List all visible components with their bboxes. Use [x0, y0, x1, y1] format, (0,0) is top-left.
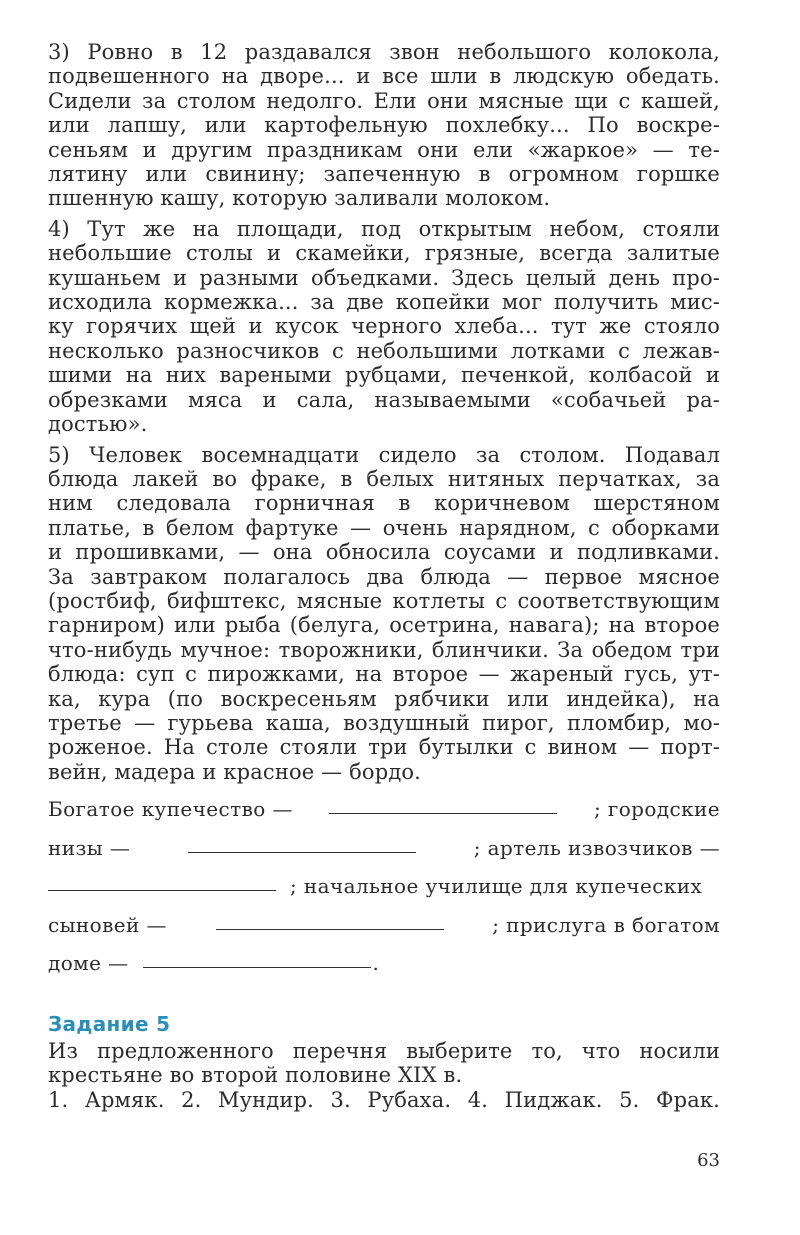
text-line: (ростбиф, бифштекс, мясные котлеты с соответствующим: [48, 588, 720, 613]
text-line: кушаньем и разными объедками. Здесь целый день про-: [48, 265, 720, 290]
text-line: несколько разносчиков с небольшими лотками с лежав-: [48, 338, 720, 363]
fill-label: доме —: [48, 951, 129, 976]
text-line: пшенную кашу, которую заливали молоком.: [48, 186, 551, 211]
fill-label: ; прислуга в богатом: [492, 912, 720, 937]
text-line: вейн, мадера и красное — бордо.: [48, 759, 422, 784]
text-line: шими на них вареными рубцами, печенкой, колбасой и: [48, 363, 720, 388]
text-line: платье, в белом фартуке — очень нарядном, с оборками: [48, 515, 720, 540]
text-line: ним следовала горничная в коричневом шерстяном: [48, 491, 720, 516]
text-line: Сидели за столом недолго. Ели они мясные щи с кашей,: [48, 88, 720, 113]
text-line: сеньям и другим праздникам они ели «жаркое» — те-: [48, 137, 720, 162]
text-line: 4) Тут же на площади, под открытым небом, стояли: [48, 216, 720, 241]
text-line: ку горячих щей и кусок черного хлеба... тут же стояло: [48, 314, 720, 339]
text-line: 5) Человек восемнадцати сидело за столом. Подавал: [48, 442, 720, 467]
text-line: роженое. На столе стояли три бутылки с вином — порт-: [48, 735, 720, 760]
text-line: и прошивками, — она обносила соусами и подливками.: [48, 540, 720, 565]
fill-label: Богатое купечество —: [48, 797, 293, 822]
text-line: лятину или свинину; запеченную в огромном горшке: [48, 162, 720, 187]
page-content: [48, 40, 720, 1112]
task-title: Задание 5: [48, 1011, 171, 1036]
text-line: блюда лакей во фраке, в белых нитяных перчатках, за: [48, 466, 720, 491]
fill-label: ; артель извозчиков —: [473, 835, 720, 860]
text-line: блюда: суп с пирожками, на второе — жареный гусь, ут-: [48, 662, 720, 687]
answer-blank[interactable]: [48, 889, 276, 891]
fill-line-4: [48, 906, 720, 945]
text-line: исходила кормежка... за две копейки мог получить мис-: [48, 290, 720, 315]
text-line: что-нибудь мучное: творожники, блинчики. За обедом три: [48, 637, 720, 662]
text-line: За завтраком полагалось два блюда — первое мясное: [48, 564, 720, 589]
paragraph-3: [48, 40, 720, 211]
text-line: гарниром) или рыба (белуга, осетрина, навага); на второе: [48, 613, 720, 638]
paragraph-4: [48, 217, 720, 437]
fill-in-exercise: [48, 790, 720, 983]
text-line: обрезками мяса и сала, называемыми «собачьей ра-: [48, 387, 720, 412]
text-line: подвешенного на дворе... и все шли в людскую обедать.: [48, 64, 720, 89]
task-options: 1. Армяк. 2. Мундир. 3. Рубаха. 4. Пиджак. 5. Фрак.: [48, 1087, 720, 1112]
fill-label: ; начальное училище для купеческих: [290, 874, 703, 899]
fill-label: .: [372, 951, 380, 976]
fill-label: ; городские: [593, 797, 720, 822]
fill-line-3: [48, 867, 720, 906]
answer-blank[interactable]: [329, 812, 557, 814]
answer-blank[interactable]: [188, 851, 416, 853]
text-line: или лапшу, или картофельную похлебку... По воскре-: [48, 113, 720, 138]
fill-label: низы —: [48, 835, 131, 860]
fill-line-2: [48, 829, 720, 868]
task-text: [48, 1039, 720, 1112]
fill-label: сыновей —: [48, 912, 167, 937]
text-line: достью».: [48, 412, 148, 437]
text-line: 3) Ровно в 12 раздавался звон небольшого колокола,: [48, 40, 720, 64]
text-line: небольшие столы и скамейки, грязные, всегда залитые: [48, 241, 720, 266]
paragraph-5: [48, 443, 720, 785]
answer-blank[interactable]: [143, 966, 371, 968]
fill-line-1: [48, 790, 720, 829]
text-line: ка, кура (по воскресеньям рябчики или индейка), на: [48, 686, 720, 711]
fill-line-5: [48, 944, 720, 983]
answer-blank[interactable]: [216, 928, 444, 930]
text-line: крестьяне во второй половине XIX в.: [48, 1063, 463, 1088]
page-number: 63: [697, 1150, 720, 1171]
text-line: Из предложенного перечня выберите то, что носили: [48, 1038, 720, 1063]
text-line: третье — гурьева каша, воздушный пирог, пломбир, мо-: [48, 710, 720, 735]
